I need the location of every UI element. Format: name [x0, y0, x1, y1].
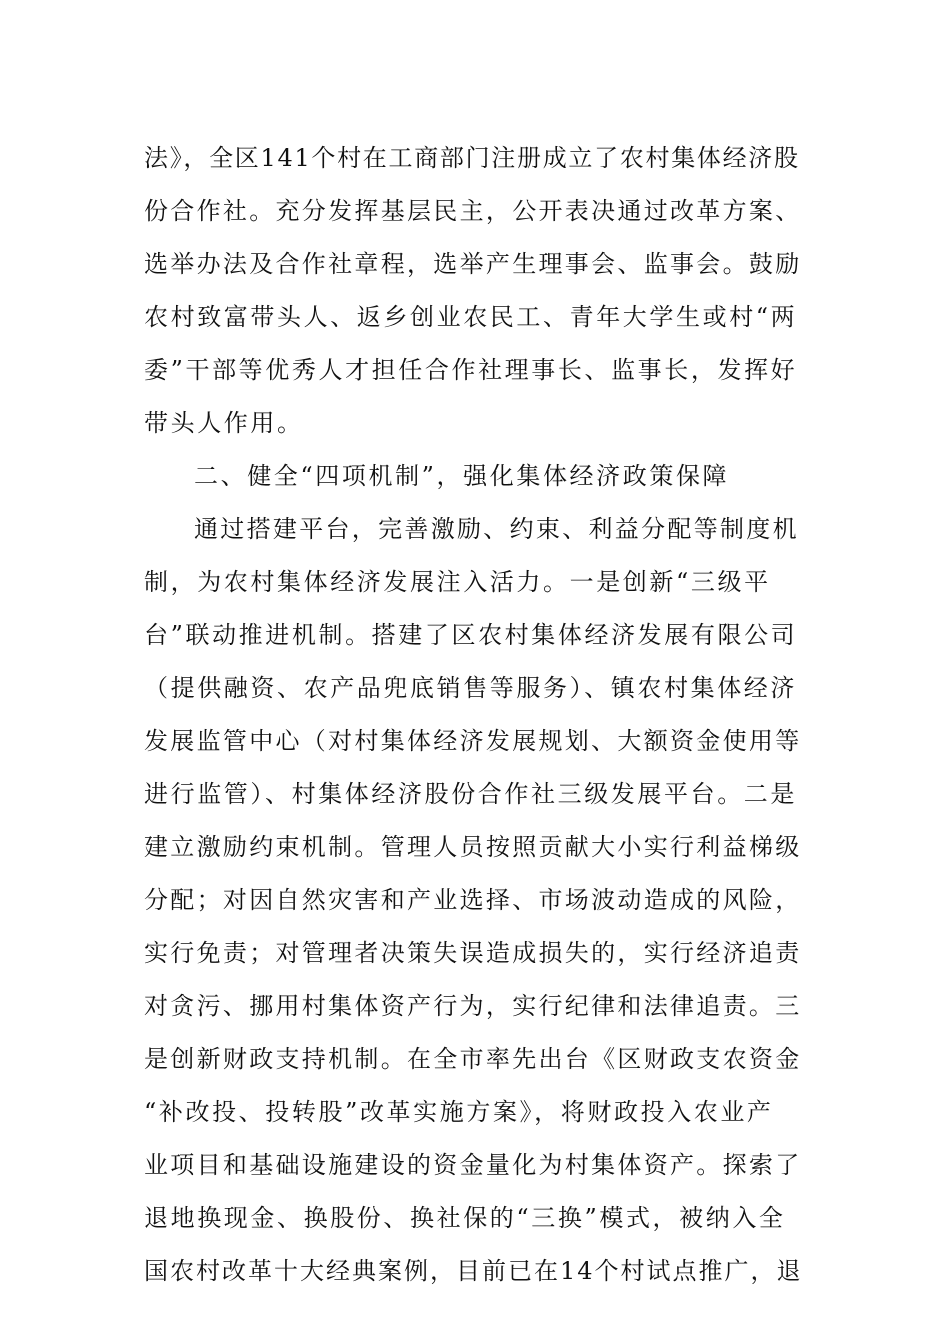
text-line: 建立激励约束机制。管理人员按照贡献大小实行利益梯级 [144, 833, 802, 861]
text-line: 发展监管中心（对村集体经济发展规划、大额资金使用等 [144, 727, 802, 755]
text-line: “补改投、投转股”改革实施方案》，将财政投入农业产 [144, 1098, 774, 1126]
text-line: 选举办法及合作社章程，选举产生理事会、监事会。鼓励 [144, 250, 802, 278]
text-line: 制，为农村集体经济发展注入活力。一是创新“三级平 [144, 568, 771, 596]
text-line: 委”干部等优秀人才担任合作社理事长、监事长，发挥好 [144, 356, 798, 384]
text-line: 法》，全区141个村在工商部门注册成立了农村集体经济股 [144, 144, 800, 172]
text-line: 分配；对因自然灾害和产业选择、市场波动造成的风险， [144, 886, 802, 914]
text-line: 实行免责；对管理者决策失误造成损失的，实行经济追责 [144, 939, 802, 967]
text-line: 是创新财政支持机制。在全市率先出台《区财政支农资金 [144, 1045, 802, 1073]
text-line: 退地换现金、换股份、换社保的“三换”模式，被纳入全 [144, 1204, 786, 1232]
text-line: 国农村改革十大经典案例，目前已在14个村试点推广，退 [144, 1257, 803, 1285]
text-line: 通过搭建平台，完善激励、约束、利益分配等制度机 [194, 515, 799, 543]
text-line: 对贪污、挪用村集体资产行为，实行纪律和法律追责。三 [144, 992, 802, 1020]
text-line: 台”联动推进机制。搭建了区农村集体经济发展有限公司 [144, 621, 798, 649]
section-heading: 二、健全“四项机制”，强化集体经济政策保障 [194, 462, 730, 490]
text-line: 业项目和基础设施建设的资金量化为村集体资产。探索了 [144, 1151, 802, 1179]
text-line: 份合作社。充分发挥基层民主，公开表决通过改革方案、 [144, 197, 802, 225]
text-line: 农村致富带头人、返乡创业农民工、青年大学生或村“两 [144, 303, 798, 331]
text-line: 带头人作用。 [144, 409, 304, 437]
text-line: 进行监管）、村集体经济股份合作社三级发展平台。二是 [144, 780, 797, 808]
text-line: （提供融资、农产品兜底销售等服务）、镇农村集体经济 [144, 674, 797, 702]
